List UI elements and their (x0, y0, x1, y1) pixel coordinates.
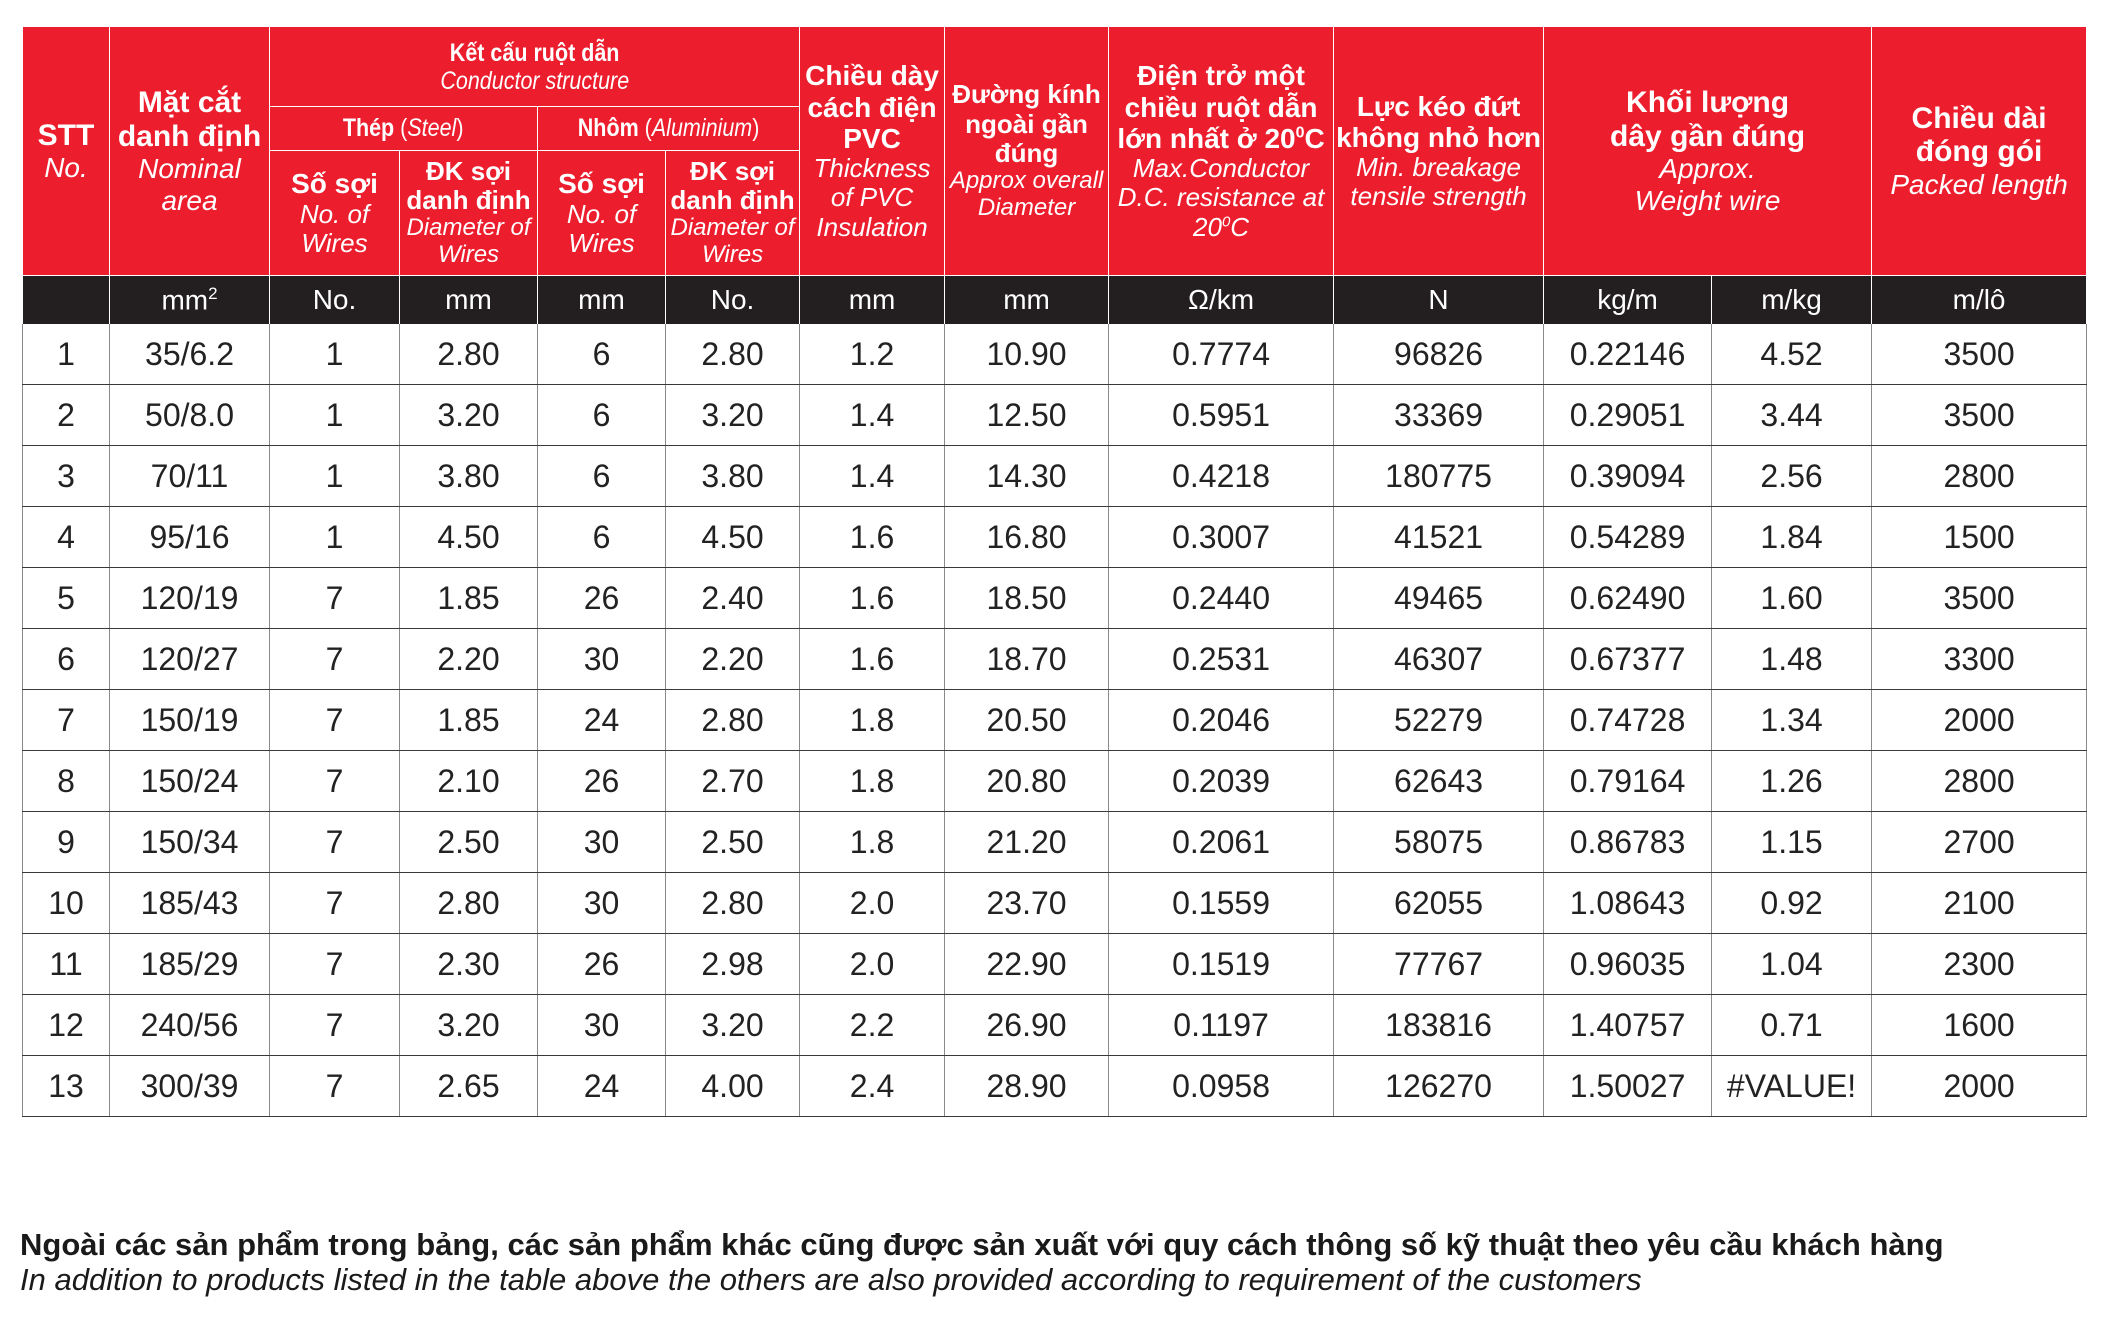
header-steel: Thép (Steel) (270, 107, 538, 151)
cell-stt: 8 (23, 751, 110, 812)
unit-weight-mkg: m/kg (1712, 276, 1872, 325)
header-resistance (1109, 27, 1334, 276)
header-stt-en: No. (44, 152, 88, 184)
table-row (23, 934, 2087, 995)
header-resistance-vi-unit: C (1304, 123, 1325, 155)
cell-alu-wires: 6 (538, 507, 666, 568)
header-thickness (800, 27, 945, 276)
cell-weight-kgm: 1.08643 (1544, 873, 1712, 934)
header-steel-wires-no (270, 151, 400, 276)
cell-steel-diameter: 2.10 (400, 751, 538, 812)
cell-alu-wires: 30 (538, 873, 666, 934)
header-resistance-vi-temp: ở 20 (1236, 123, 1296, 155)
header-alu-wires-no (538, 151, 666, 276)
cell-steel-diameter: 3.20 (400, 385, 538, 446)
cell-stt: 13 (23, 1056, 110, 1117)
cell-weight-mkg: 2.56 (1712, 446, 1872, 507)
header-structure-en: Conductor structure (440, 66, 629, 95)
cell-nominal-area: 185/43 (110, 873, 270, 934)
header-resistance-en: Max.Conductor D.C. resistance at 20 (1117, 153, 1325, 242)
cell-stt: 6 (23, 629, 110, 690)
cable-spec-table (22, 26, 2087, 1117)
cell-alu-wires: 24 (538, 690, 666, 751)
cell-overall-diameter: 26.90 (945, 995, 1109, 1056)
cell-insulation-thickness: 1.6 (800, 568, 945, 629)
cell-packed-length: 2700 (1872, 812, 2087, 873)
unit-thickness: mm (800, 276, 945, 325)
cell-alu-diameter: 2.20 (666, 629, 800, 690)
header-weight-en: Approx. Weight wire (1634, 153, 1781, 216)
cell-tensile-strength: 41521 (1334, 507, 1544, 568)
header-length (1872, 27, 2087, 276)
cell-alu-diameter: 2.80 (666, 873, 800, 934)
cell-packed-length: 2000 (1872, 1056, 2087, 1117)
cell-resistance: 0.3007 (1109, 507, 1334, 568)
unit-alu-dia: No. (666, 276, 800, 325)
table-row (23, 812, 2087, 873)
footer-note-en: In addition to products listed in the table above the others are also provided according to requirement of the customers (20, 1262, 1642, 1298)
cell-alu-wires: 30 (538, 812, 666, 873)
table-row (23, 568, 2087, 629)
unit-steel-dia: mm (400, 276, 538, 325)
cell-stt: 7 (23, 690, 110, 751)
cell-insulation-thickness: 1.2 (800, 324, 945, 385)
cell-stt: 5 (23, 568, 110, 629)
cell-weight-mkg: 1.26 (1712, 751, 1872, 812)
spec-sheet (22, 26, 2086, 1117)
cell-nominal-area: 150/34 (110, 812, 270, 873)
cell-steel-diameter: 2.65 (400, 1056, 538, 1117)
header-resistance-en-unit: C (1230, 211, 1250, 242)
cell-overall-diameter: 14.30 (945, 446, 1109, 507)
cell-tensile-strength: 62055 (1334, 873, 1544, 934)
header-diameter-vi: Đường kính ngoài gần đúng (952, 79, 1101, 168)
cell-alu-diameter: 2.98 (666, 934, 800, 995)
cell-nominal-area: 185/29 (110, 934, 270, 995)
header-stt (23, 27, 110, 276)
cell-tensile-strength: 46307 (1334, 629, 1544, 690)
header-steel-wires-dia-en: Diameter of Wires (406, 214, 531, 269)
header-nominal-vi: Mặt cắt danh định (117, 86, 262, 153)
table-body (23, 324, 2087, 1117)
cell-packed-length: 1500 (1872, 507, 2087, 568)
cell-alu-diameter: 2.80 (666, 690, 800, 751)
header-steel-en: Steel (407, 114, 457, 142)
header-aluminium-en: Aluminium (651, 114, 753, 142)
header-resistance-vi-sup: 0 (1295, 124, 1305, 142)
cell-alu-diameter: 3.20 (666, 385, 800, 446)
cell-overall-diameter: 10.90 (945, 324, 1109, 385)
cell-steel-wires: 1 (270, 385, 400, 446)
cell-insulation-thickness: 1.4 (800, 446, 945, 507)
table-row (23, 507, 2087, 568)
cell-stt: 11 (23, 934, 110, 995)
cell-tensile-strength: 62643 (1334, 751, 1544, 812)
cell-resistance: 0.7774 (1109, 324, 1334, 385)
cell-insulation-thickness: 2.0 (800, 934, 945, 995)
cell-insulation-thickness: 1.4 (800, 385, 945, 446)
cell-insulation-thickness: 1.8 (800, 751, 945, 812)
cell-stt: 12 (23, 995, 110, 1056)
cell-steel-wires: 7 (270, 934, 400, 995)
cell-resistance: 0.1197 (1109, 995, 1334, 1056)
cell-weight-mkg: 1.84 (1712, 507, 1872, 568)
cell-nominal-area: 70/11 (110, 446, 270, 507)
cell-weight-kgm: 0.74728 (1544, 690, 1712, 751)
cell-tensile-strength: 96826 (1334, 324, 1544, 385)
cell-nominal-area: 120/19 (110, 568, 270, 629)
cell-alu-diameter: 4.00 (666, 1056, 800, 1117)
cell-packed-length: 2000 (1872, 690, 2087, 751)
header-steel-wires-no-vi: Số sợi (291, 168, 378, 200)
cell-weight-mkg: 0.92 (1712, 873, 1872, 934)
header-length-vi: Chiều dài đóng gói (1911, 101, 2047, 169)
cell-tensile-strength: 33369 (1334, 385, 1544, 446)
cell-alu-diameter: 2.80 (666, 324, 800, 385)
cell-packed-length: 1600 (1872, 995, 2087, 1056)
cell-packed-length: 2300 (1872, 934, 2087, 995)
cell-weight-mkg: 4.52 (1712, 324, 1872, 385)
unit-stt (23, 276, 110, 325)
unit-nominal-text: mm (161, 284, 209, 316)
header-conductor-structure (270, 27, 800, 107)
cell-tensile-strength: 77767 (1334, 934, 1544, 995)
cell-weight-mkg: 1.48 (1712, 629, 1872, 690)
cell-insulation-thickness: 2.2 (800, 995, 945, 1056)
table-row (23, 324, 2087, 385)
cell-alu-diameter: 3.20 (666, 995, 800, 1056)
header-stt-vi: STT (37, 118, 95, 152)
unit-steel-no: No. (270, 276, 400, 325)
cell-nominal-area: 95/16 (110, 507, 270, 568)
cell-alu-diameter: 2.50 (666, 812, 800, 873)
cell-steel-diameter: 2.80 (400, 324, 538, 385)
cell-weight-mkg: 1.34 (1712, 690, 1872, 751)
cell-tensile-strength: 52279 (1334, 690, 1544, 751)
cell-packed-length: 3300 (1872, 629, 2087, 690)
header-steel-wires-dia (400, 151, 538, 276)
cell-alu-wires: 30 (538, 629, 666, 690)
header-nominal-en: Nominal area (138, 153, 241, 216)
cell-overall-diameter: 18.70 (945, 629, 1109, 690)
header-length-en: Packed length (1890, 168, 2068, 200)
cell-steel-diameter: 4.50 (400, 507, 538, 568)
cell-steel-wires: 1 (270, 507, 400, 568)
header-alu-wires-dia (666, 151, 800, 276)
cell-overall-diameter: 22.90 (945, 934, 1109, 995)
cell-steel-wires: 1 (270, 324, 400, 385)
cell-weight-mkg: 3.44 (1712, 385, 1872, 446)
cell-resistance: 0.2531 (1109, 629, 1334, 690)
cell-overall-diameter: 20.50 (945, 690, 1109, 751)
cell-alu-wires: 26 (538, 751, 666, 812)
unit-weight-kgm: kg/m (1544, 276, 1712, 325)
cell-weight-kgm: 0.67377 (1544, 629, 1712, 690)
cell-stt: 4 (23, 507, 110, 568)
table-row (23, 385, 2087, 446)
cell-alu-wires: 26 (538, 934, 666, 995)
cell-steel-diameter: 2.50 (400, 812, 538, 873)
cell-weight-kgm: 0.29051 (1544, 385, 1712, 446)
cell-weight-kgm: 1.50027 (1544, 1056, 1712, 1117)
cell-tensile-strength: 49465 (1334, 568, 1544, 629)
footer-note (20, 1228, 2100, 1298)
cell-resistance: 0.2061 (1109, 812, 1334, 873)
header-aluminium-vi: Nhôm (577, 114, 639, 142)
table-row (23, 1056, 2087, 1117)
cell-steel-diameter: 2.30 (400, 934, 538, 995)
cell-resistance: 0.5951 (1109, 385, 1334, 446)
cell-weight-kgm: 0.79164 (1544, 751, 1712, 812)
header-alu-wires-dia-en: Diameter of Wires (670, 214, 795, 269)
cell-steel-wires: 7 (270, 873, 400, 934)
unit-resistance: Ω/km (1109, 276, 1334, 325)
cell-weight-kgm: 0.62490 (1544, 568, 1712, 629)
cell-weight-kgm: 0.39094 (1544, 446, 1712, 507)
header-weight-vi: Khối lượng dây gần đúng (1610, 86, 1806, 153)
cell-nominal-area: 150/19 (110, 690, 270, 751)
header-weight (1544, 27, 1872, 276)
cell-steel-wires: 7 (270, 751, 400, 812)
header-nominal (110, 27, 270, 276)
cell-overall-diameter: 21.20 (945, 812, 1109, 873)
unit-nominal-sup: 2 (208, 283, 218, 303)
cell-alu-diameter: 2.40 (666, 568, 800, 629)
cell-nominal-area: 300/39 (110, 1056, 270, 1117)
cell-alu-wires: 6 (538, 385, 666, 446)
cell-weight-mkg: 1.04 (1712, 934, 1872, 995)
cell-steel-wires: 7 (270, 812, 400, 873)
cell-steel-wires: 7 (270, 690, 400, 751)
table-row (23, 690, 2087, 751)
cell-alu-diameter: 4.50 (666, 507, 800, 568)
cell-overall-diameter: 20.80 (945, 751, 1109, 812)
cell-weight-mkg: 1.15 (1712, 812, 1872, 873)
cell-stt: 9 (23, 812, 110, 873)
table-row (23, 873, 2087, 934)
cell-weight-mkg: #VALUE! (1712, 1056, 1872, 1117)
cell-insulation-thickness: 1.6 (800, 629, 945, 690)
cell-nominal-area: 120/27 (110, 629, 270, 690)
cell-stt: 2 (23, 385, 110, 446)
cell-tensile-strength: 183816 (1334, 995, 1544, 1056)
cell-alu-wires: 6 (538, 446, 666, 507)
header-alu-wires-no-en: No. of Wires (566, 198, 637, 258)
cell-stt: 3 (23, 446, 110, 507)
header-steel-vi: Thép (343, 114, 395, 142)
cell-alu-wires: 24 (538, 1056, 666, 1117)
cell-alu-diameter: 3.80 (666, 446, 800, 507)
cell-packed-length: 3500 (1872, 324, 2087, 385)
cell-steel-wires: 7 (270, 629, 400, 690)
unit-diameter: mm (945, 276, 1109, 325)
cell-weight-kgm: 0.22146 (1544, 324, 1712, 385)
units-row (23, 276, 2087, 325)
cell-resistance: 0.0958 (1109, 1056, 1334, 1117)
header-structure-vi: Kết cấu ruột dẫn (449, 38, 620, 67)
cell-weight-kgm: 0.96035 (1544, 934, 1712, 995)
cell-resistance: 0.4218 (1109, 446, 1334, 507)
cell-nominal-area: 35/6.2 (110, 324, 270, 385)
cell-weight-mkg: 0.71 (1712, 995, 1872, 1056)
cell-steel-wires: 1 (270, 446, 400, 507)
cell-insulation-thickness: 1.8 (800, 690, 945, 751)
cell-nominal-area: 240/56 (110, 995, 270, 1056)
header-steel-wires-dia-vi: ĐK sợi danh định (406, 156, 531, 216)
cell-alu-wires: 6 (538, 324, 666, 385)
cell-tensile-strength: 126270 (1334, 1056, 1544, 1117)
cell-steel-diameter: 3.20 (400, 995, 538, 1056)
cell-insulation-thickness: 1.8 (800, 812, 945, 873)
cell-steel-diameter: 3.80 (400, 446, 538, 507)
header-thickness-vi: Chiều dày cách điện PVC (805, 60, 939, 155)
cell-packed-length: 2800 (1872, 446, 2087, 507)
cell-steel-wires: 7 (270, 995, 400, 1056)
cell-overall-diameter: 28.90 (945, 1056, 1109, 1117)
cell-steel-diameter: 2.80 (400, 873, 538, 934)
cell-weight-mkg: 1.60 (1712, 568, 1872, 629)
header-aluminium: Nhôm (Aluminium) (538, 107, 800, 151)
cell-packed-length: 3500 (1872, 385, 2087, 446)
cell-tensile-strength: 180775 (1334, 446, 1544, 507)
cell-stt: 1 (23, 324, 110, 385)
cell-insulation-thickness: 1.6 (800, 507, 945, 568)
table-row (23, 446, 2087, 507)
cell-alu-diameter: 2.70 (666, 751, 800, 812)
cell-stt: 10 (23, 873, 110, 934)
header-tensile-en: Min. breakage tensile strength (1350, 152, 1527, 212)
header-alu-wires-no-vi: Số sợi (558, 168, 645, 200)
header-thickness-en: Thickness of PVC Insulation (813, 153, 931, 242)
table-row (23, 751, 2087, 812)
header-tensile (1334, 27, 1544, 276)
unit-alu-no: mm (538, 276, 666, 325)
cell-resistance: 0.2440 (1109, 568, 1334, 629)
cell-packed-length: 3500 (1872, 568, 2087, 629)
cell-alu-wires: 30 (538, 995, 666, 1056)
cell-steel-wires: 7 (270, 568, 400, 629)
cell-steel-diameter: 1.85 (400, 568, 538, 629)
unit-length: m/lô (1872, 276, 2087, 325)
cell-packed-length: 2100 (1872, 873, 2087, 934)
cell-overall-diameter: 12.50 (945, 385, 1109, 446)
header-resistance-vi: Điện trở một chiều ruột dẫn lớn nhất (1117, 60, 1318, 155)
cell-weight-kgm: 1.40757 (1544, 995, 1712, 1056)
cell-insulation-thickness: 2.0 (800, 873, 945, 934)
cell-resistance: 0.1519 (1109, 934, 1334, 995)
header-resistance-en-sup: 0 (1221, 212, 1231, 230)
cell-resistance: 0.2039 (1109, 751, 1334, 812)
cell-overall-diameter: 16.80 (945, 507, 1109, 568)
cell-steel-wires: 7 (270, 1056, 400, 1117)
cell-tensile-strength: 58075 (1334, 812, 1544, 873)
cell-alu-wires: 26 (538, 568, 666, 629)
unit-nominal (110, 276, 270, 325)
cell-steel-diameter: 2.20 (400, 629, 538, 690)
cell-weight-kgm: 0.86783 (1544, 812, 1712, 873)
cell-steel-diameter: 1.85 (400, 690, 538, 751)
cell-overall-diameter: 18.50 (945, 568, 1109, 629)
cell-weight-kgm: 0.54289 (1544, 507, 1712, 568)
cell-resistance: 0.1559 (1109, 873, 1334, 934)
header-diameter-en: Approx overall Diameter (949, 166, 1104, 221)
header-tensile-vi: Lực kéo đứt không nhỏ hơn (1336, 90, 1542, 153)
cell-resistance: 0.2046 (1109, 690, 1334, 751)
header-diameter (945, 27, 1109, 276)
table-row (23, 995, 2087, 1056)
table-row (23, 629, 2087, 690)
cell-overall-diameter: 23.70 (945, 873, 1109, 934)
unit-tensile: N (1334, 276, 1544, 325)
cell-packed-length: 2800 (1872, 751, 2087, 812)
header-alu-wires-dia-vi: ĐK sợi danh định (670, 156, 795, 216)
cell-nominal-area: 150/24 (110, 751, 270, 812)
header-steel-wires-no-en: No. of Wires (299, 198, 370, 258)
footer-note-vi: Ngoài các sản phẩm trong bảng, các sản phẩm khác cũng được sản xuất với quy cách thông số kỹ thuật theo yêu cầu khách hàng (20, 1227, 1944, 1262)
cell-nominal-area: 50/8.0 (110, 385, 270, 446)
cell-insulation-thickness: 2.4 (800, 1056, 945, 1117)
